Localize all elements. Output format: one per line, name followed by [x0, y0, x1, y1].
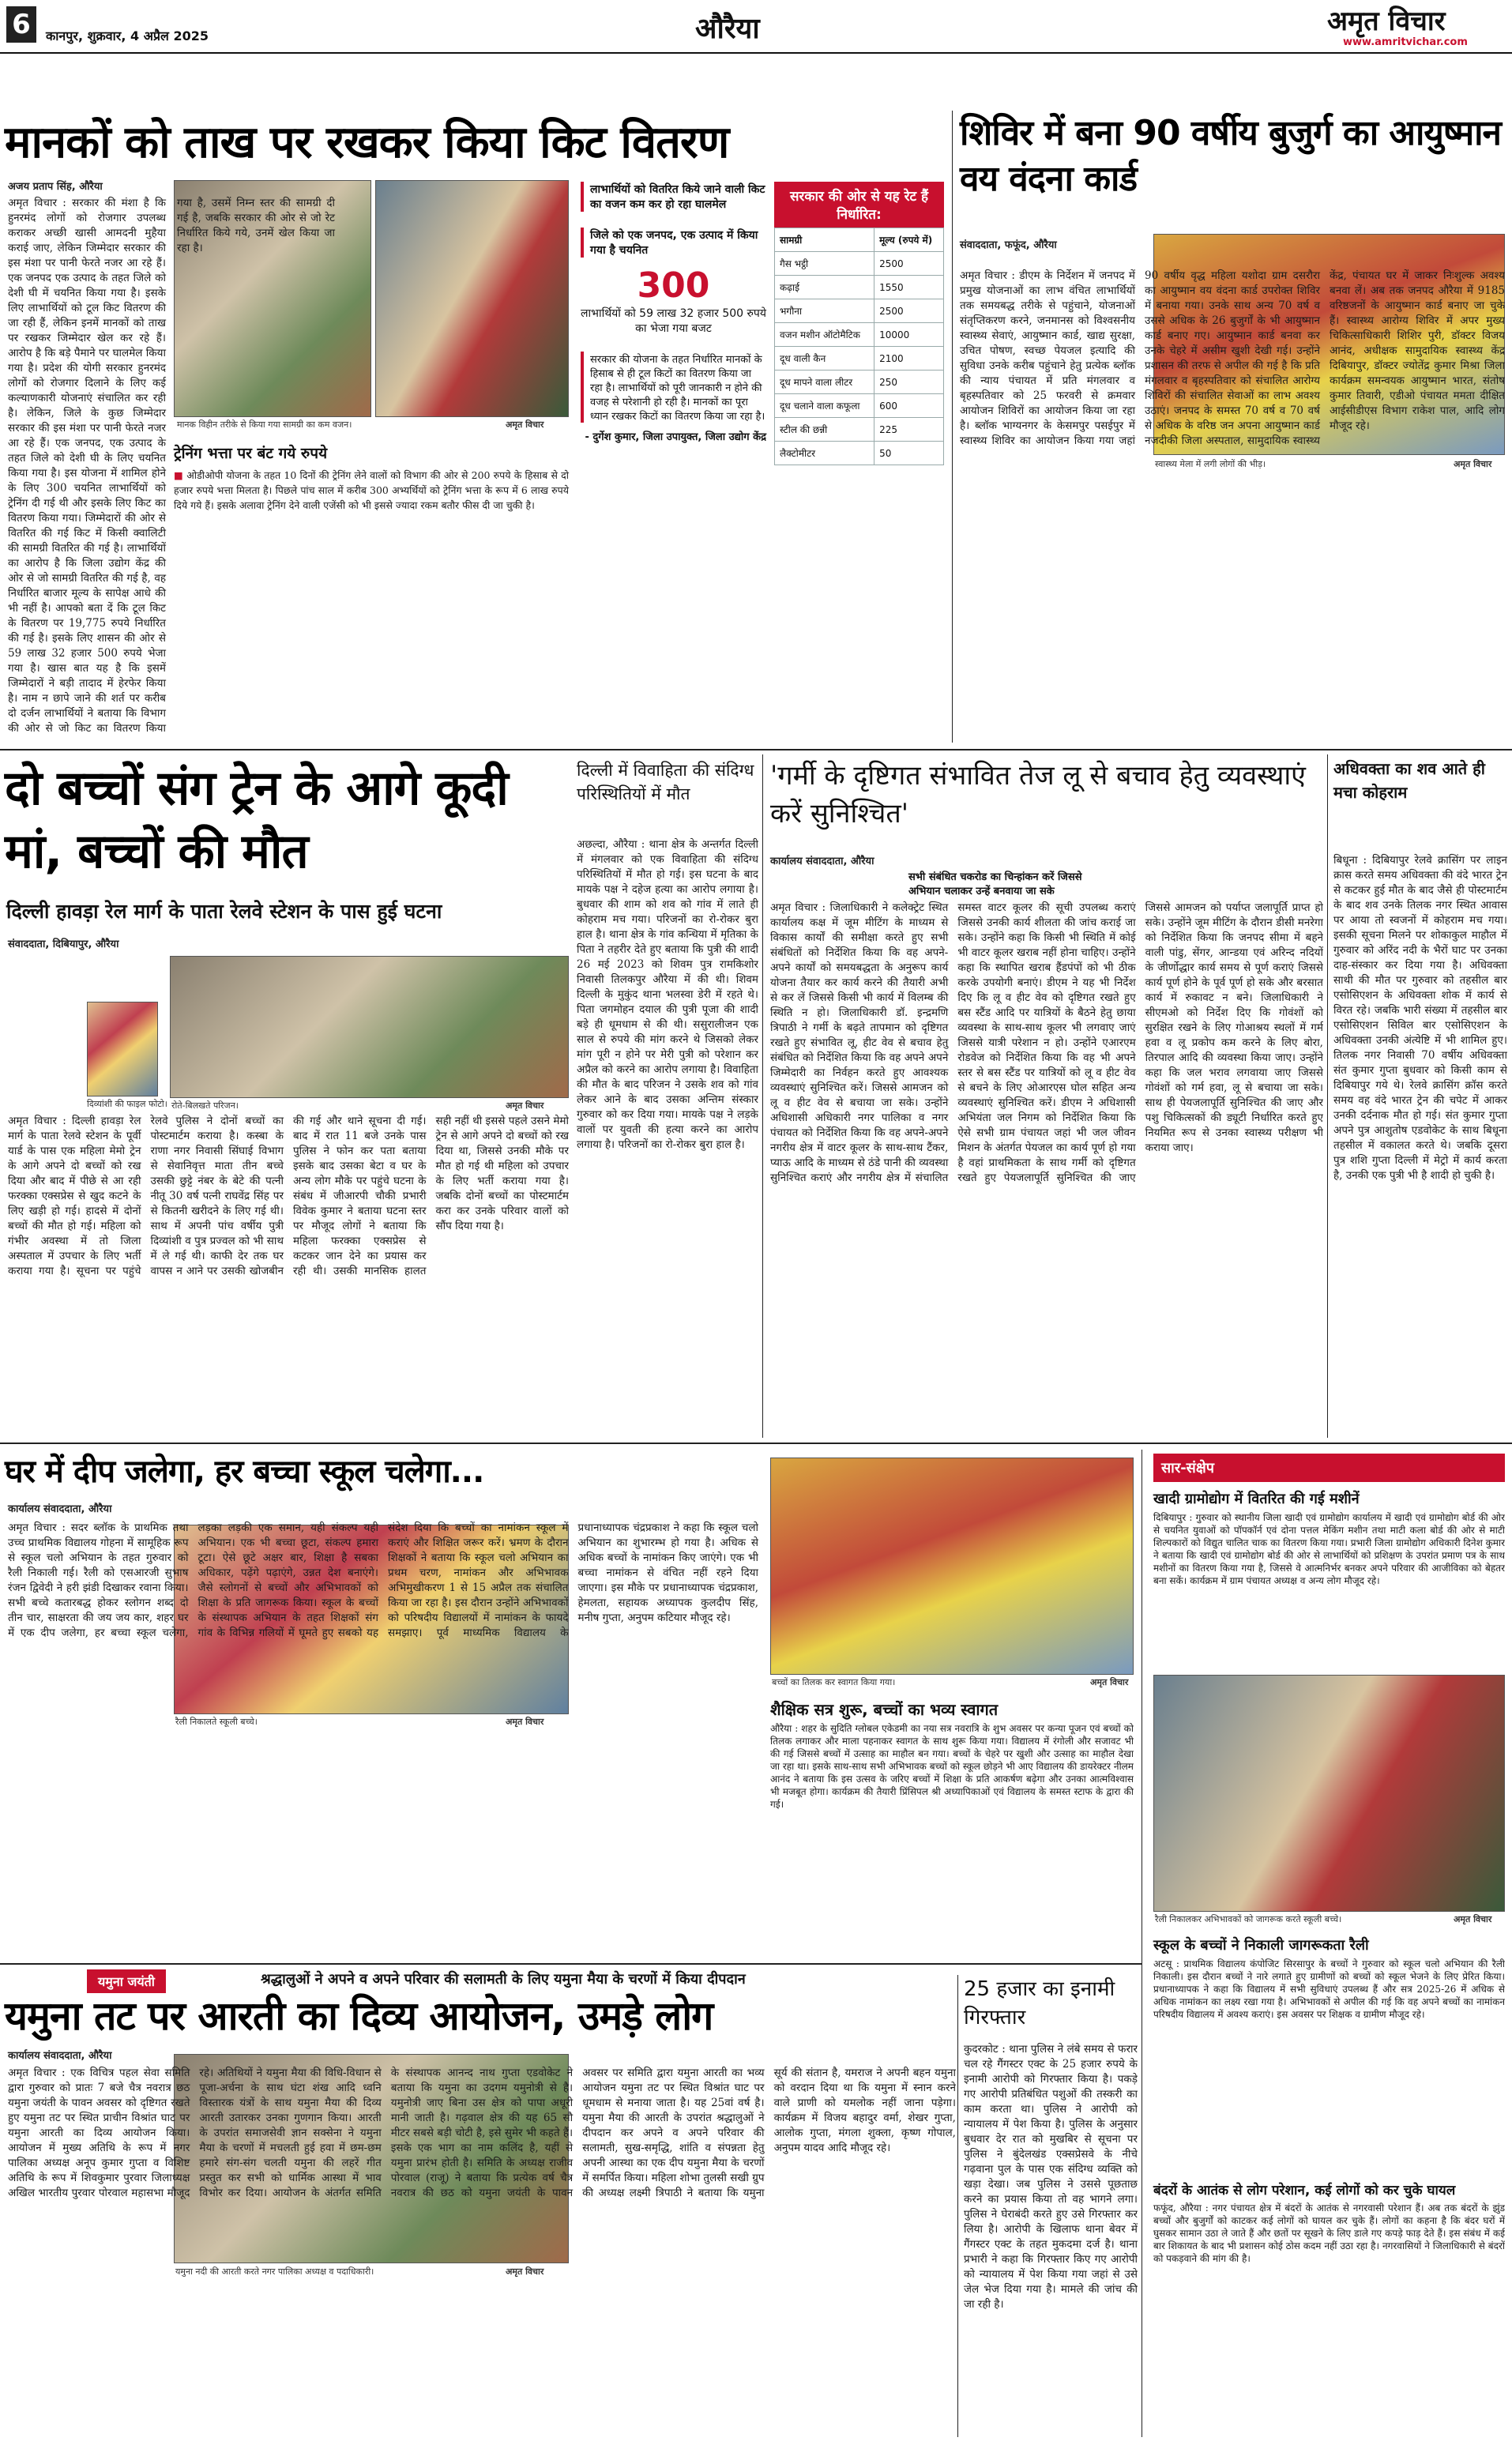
- section-divider: [0, 1963, 1142, 1965]
- story10-headline: 25 हजार का इनामी गिरफ्तार: [964, 1977, 1115, 2029]
- story6-headline: अधिवक्ता का शव आते ही मचा कोहराम: [1333, 759, 1485, 802]
- section-divider: [0, 749, 1512, 750]
- section-divider: [0, 1443, 1512, 1444]
- story3-photo-2: [170, 956, 569, 1098]
- column-divider: [952, 111, 953, 743]
- sar-item-body: अटसू : प्राथमिक विद्यालय कंपोजिट सिरसापुर के बच्चों ने गुरुवार को स्कूल चलो अभियान की रैली निकाली। इस दौरान बच्चों ने नारे लगाते हुए ग्रामीणों को बच्चों को स्कूल भेजने के लिए प्रेरित किया। प्रधानाध्यापक ने कहा कि विद्यालय में सभी सुविधाएं उपलब्ध हैं और सत्र 2025-26 में अधिक से अधिक नामांकन का लक्ष्य रखा गया है। अभिभावकों से अपील की गई कि वह अपने बच्चों का नामांकन परिषदीय विद्यालय में अवश्य कराएं। इस अवसर पर शिक्षक व ग्रामीण मौजूद रहे।: [1153, 1958, 1505, 2020]
- story1-stat-number: 300: [637, 265, 710, 306]
- rate-value: 2500: [874, 252, 944, 276]
- column-divider: [762, 754, 763, 1438]
- story9-headline: यमुना तट पर आरती का दिव्य आयोजन, उमड़े लोग: [5, 1993, 713, 2039]
- rates-header-row: [775, 228, 944, 252]
- story7-byline: कार्यालय संवाददाता, औरैया: [8, 1503, 112, 1515]
- rates-table: [774, 228, 944, 465]
- sar-item-headline: खादी ग्रामोद्योग में वितरित की गई मशीनें: [1153, 1491, 1360, 1507]
- story4-headline: दिल्ली में विवाहिता की संदिग्ध परिस्थितियों में मौत: [577, 761, 754, 803]
- story1-body: अमृत विचार : सरकार की मंशा है कि हुनरमंद लोगों को रोजगार उपलब्ध कराकर अच्छी खासी आमदनी मुहैया कराई जाए, लेकिन जिम्मेदार सरकार की इस मंशा पर पानी फेरते नजर आ रहे हैं। एक जनपद एक उत्पाद के तहत जिले को देशी घी में चयनित किया गया है। इसके लिए लाभार्थियों को टूल किट वितरण की जा रही हैं, लेकिन इनमें मानकों को ताख पर रखकर जिम्मेदार खेल कर रहे हैं। आरोप है कि बड़े पैमाने पर घालमेल किया गया है। प्रदेश की योगी सरकार हुनरमंद लोगों को रोजगार दिलाने के लिए कई कल्याणकारी योजनाएं संचालित कर रही है। लेकिन, जिले के कुछ जिम्मेदार सरकार की इस मंशा पर पानी फेरते नजर आ रहे हैं। एक जनपद, एक उत्पाद के तहत जिले को देशी घी के लिए चयनित किया गया है। इस योजना में शामिल होने के लिए 300 चयनित लाभार्थियों को ट्रेनिंग दी गई थी और इसके लिए किट का वितरण किया गया। जिम्मेदारों की ओर से वितरित की गई किट में किसी क्वालिटी की सामग्री वितरित की गई है। लाभार्थियों का आरोप है कि जिला उद्योग केंद्र की ओर से जो सामग्री वितरित की गई है, वह निर्धारित बाजार मूल्य के सापेक्ष आधे की भी नहीं है। आपको बता दें कि टूल किट के वितरण पर 19,775 रुपये निर्धारित की गई है। इसके लिए शासन की ओर से 59 लाख 32 हजार 500 रुपये भेजा गया है। खास बात यह है कि इसमें जिम्मेदारों ने बड़ी तादाद में हेरफेर किया है। नाम न छापे जाने की शर्त पर करीब दो दर्जन लाभार्थियों ने बताया कि विभाग की ओर से जो किट का वितरण किया: [8, 197, 166, 735]
- story2-body: अमृत विचार : डीएम के निर्देशन में जनपद में प्रमुख योजनाओं का लाभ वंचित लाभार्थियों तक समयबद्ध तरीके से पहुंचाने, योजनाओं संतृप्तिकरण करने, जनमानस को विश्वसनीय स्वास्थ्य सेवाएं, आयुष्मान कार्ड, खाद्य सुरक्षा, उचित पोषण, स्वच्छ पेयजल इत्यादि की सुविधा उनके करीब पहुंचाने हेतु प्रत्येक ब्लॉक की न्याय पंचायत में प्रति मंगलवार व बृहस्पतिवार को 25 फरवरी से क्रमवार आयोजन शिविरों का आयोजन किया जा रहा है। ब्लॉक भाग्यनगर के केसमपुर पसईपुर में स्वास्थ्य शिविर का आयोजन किया गया जहां 90 वर्षीय वृद्ध महिला यशोदा ग्राम दसरौरा का आयुष्मान वय वंदना कार्ड उपरोक्त शिविर में बनाया गया। उनके साथ अन्य 70 वर्ष व उससे अधिक के 26 बुजुर्गों के भी आयुष्मान कार्ड बनाए गए। आयुष्मान कार्ड बनवा कर उनके चेहरे में असीम खुशी देखी गई। उन्होंने प्रशासन की तरफ से अपील की गई है कि प्रति मंगलवार व बृहस्पतिवार को संचालित आरोग्य शिविरों की संचालित सेवाओं का लाभ अवश्य उठाएं। जनपद के समस्त 70 वर्ष व 70 वर्ष से अधिक के वरिष्ठ जन अपना आयुष्मान कार्ड नजदीकी जिला अस्पताल, सामुदायिक स्वास्थ्य केंद्र, पंचायत घर में जाकर निःशुल्क अवश्य बनवा लें। अब तक जनपद औरैया में 9185 वरिष्ठजनों के आयुष्मान कार्ड बनाए जा चुके हैं। स्वास्थ्य आरोग्य शिविर में अपर मुख्य चिकित्साधिकारी शिशिर पुरी, डॉक्टर विजय आनंद, अधीक्षक सामुदायिक स्वास्थ्य केंद्र दिबियापुर, डॉक्टर ज्योतेंद्र कुमार मिश्रा जिला कार्यक्रम समन्वयक आयुष्मान भारत, संतोष कुमार तिवारी, एडीओ पंचायत ममता दीक्षित आईसीडीएस विभाग राकेश पाल, आदि लोग मौजूद रहे।: [960, 269, 1505, 447]
- story7-body: अमृत विचार : सदर ब्लॉक के प्राथमिक तथा उच्च प्राथमिक विद्यालय गोहना में सामूहिक रूप से स्कूल चलो अभियान के तहत गुरुवार को रैली निकाली गई। रैली को एसआरजी सुभाष रंजन द्विवेदी ने हरी झंडी दिखाकर रवाना किया। सभी बच्चे कतारबद्ध होकर स्लोगन शब्द दो तीन चार, साक्षरता की जय जय कार, शहर घर में एक दीप जलेगा, हर बच्चा स्कूल चलेगा, लड़का लड़की एक समान, यही संकल्प यही अभियान। एक भी बच्चा छूटा, संकल्प हमारा टूटा। ऐसे छूटे अक्षर बार, शिक्षा है सबका अधिकार, पढ़ेंगे पढ़ाएंगे, उन्नत देश बनाएंगे। जैसे स्लोगनों से बच्चों और अभिभावकों को शिक्षा के प्रति जागरूक किया। स्कूल के बच्चों के संस्थापक अभियान के तहत शिक्षकों संग गांव के विभिन्न गलियों में घूमते हुए सबको यह संदेश दिया कि बच्चों का नामांकन स्कूल में कराएं और शिक्षित जरूर करें। भ्रमण के दौरान शिक्षकों ने बताया कि स्कूल चलो अभियान का प्रथम चरण, नामांकन और अभिभावक अभिमुखीकरण 1 से 15 अप्रैल तक संचालित किया जा रहा है। इस दौरान उन्होंने अभिभावकों को परिषदीय विद्यालयों में नामांकन के फायदे समझाए। पूर्व माध्यमिक विद्यालय के प्रधानाध्यापक चंद्रप्रकाश ने कहा कि स्कूल चलो अभियान का शुभारम्भ हो गया है। अधिक से अधिक बच्चों के नामांकन किए जाएंगे। एक भी बच्चा नामांकन से वंचित नहीं रहने दिया जाएगा। इस मौके पर प्रधानाध्यापक चंद्रप्रकाश, हेमलता, सहायक अध्यापक कुलदीप सिंह, मनीष गुप्ता, अनुपम कटियार मौजूद रहे।: [8, 1522, 758, 1639]
- story3-byline: संवाददाता, दिबियापुर, औरैया: [8, 939, 119, 950]
- story1-headline: मानकों को ताख पर रखकर किया किट वितरण: [5, 117, 729, 168]
- story3-photo-caption-2: रोते-बिलखते परिजन।: [171, 1100, 239, 1111]
- sar-item-2: [1153, 1935, 1505, 2163]
- page-number: 6: [6, 6, 36, 43]
- story5-callout: सभी संबंधित चकरोड का चिन्हांकन करें जिससे अभियान चलाकर उन्हें बनवाया जा सके: [908, 871, 1082, 897]
- table-row: [775, 347, 944, 371]
- story9-kicker: यमुना जयंती: [87, 1969, 166, 1993]
- sar-item-headline: बंदरों के आतंक से लोग परेशान, कई लोगों को कर चुके घायल: [1153, 2183, 1456, 2199]
- rates-col1: सामग्री: [775, 228, 874, 252]
- story3-photo-1: [87, 1002, 158, 1096]
- rate-value: 2500: [874, 299, 944, 323]
- story1-subbox: [174, 442, 569, 513]
- story9-body: अमृत विचार : एक विचित्र पहल सेवा समिति द्वारा गुरुवार को प्रातः 7 बजे चैत्र नवरात्र छठ यमुना जयंती के पावन अवसर को दृष्टिगत रखते हुए यमुना तट पर स्थित प्राचीन विश्रांत घाट पर यमुना आरती का दिव्य आयोजन किया। आयोजन में मुख्य अतिथि के रूप में नगर पालिका अध्यक्ष अनूप कुमार गुप्ता व विशिष्ट अतिथि के रूप में शिवकुमार पुरवार जिलाध्यक्ष अखिल भारतीय पुरवार पोरवाल महासभा मौजूद रहे। अतिथियों ने यमुना मैया की विधि-विधान से पूजा-अर्चना के साथ घंटा शंख आदि ध्वनि विस्तारक यंत्रों के साथ यमुना मैया की दिव्य आरती उतारकर उनका गुणगान किया। आरती के उपरांत समाजसेवी ज्ञान सक्सेना ने यमुना मैया के चरणों में मचलती हुई हवा में छम-छम हमारे संग-संग चलती यमुना की लहरें गीत प्रस्तुत कर सभी को धार्मिक आस्था में भाव विभोर कर दिया। आयोजन के अंतर्गत समिति के संस्थापक आनन्द नाथ गुप्ता एडवोकेट ने बताया कि यमुना का उदगम यमुनोत्री से है। यमुनोत्री जाए बिना उस क्षेत्र को पापा अधूरी मानी जाती है। गढ़वाल क्षेत्र की यह 65 सौ मीटर सबसे बड़ी चोटी है, इसे सुमेर भी कहते हैं। इसके एक भाग का नाम कलिंद है, यहीं से यमुना प्रारंभ होती है। समिति के अध्यक्ष राजीव पोरवाल (राजू) ने बताया कि प्रत्येक वर्ष चैत्र नवरात्र की छठ को यमुना जयंती के पावन अवसर पर समिति द्वारा यमुना आरती का भव्य आयोजन यमुना तट पर स्थित विश्रांत घाट पर धूमधाम से मनाया जाता है। यह 25वां वर्ष है। यमुना मैया की आरती के उपरांत श्रद्धालुओं ने दीपदान कर अपने व अपने परिवार की सलामती, सुख-समृद्धि, शांति व संपन्नता हेतु अपनी आस्था का एक दीप यमुना मैया के चरणों में समर्पित किया। महिला शोभा तुलसी सखी ग्रुप की अध्यक्ष लक्ष्मी त्रिपाठी ने बताया कि यमुना सूर्य की संतान है, यमराज ने अपनी बहन यमुना को वरदान दिया था कि यमुना में स्नान करने वाले प्राणी को यमलोक नहीं जाना पड़ेगा। कार्यक्रम में विजय बहादुर वर्मा, शेखर गुप्ता, आलोक गुप्ता, मंगला शुक्ला, कृष्ण गोपाल, अनुपम यादव आदि मौजूद रहे।: [8, 2067, 956, 2199]
- sar-item-1: [1153, 1489, 1505, 1685]
- story8-photo-caption: बच्चों का तिलक कर स्वागत किया गया।: [772, 1677, 896, 1687]
- table-row: [775, 442, 944, 465]
- story2-photo-caption: स्वास्थ्य मेला में लगी लोगों की भीड़।: [1155, 459, 1266, 469]
- rate-item: गैस भट्ठी: [775, 252, 874, 276]
- story1-body-bottom: [174, 624, 766, 743]
- rate-value: 50: [874, 442, 944, 465]
- rates-box: [774, 182, 944, 465]
- sar-item-headline: स्कूल के बच्चों ने निकाली जागरूकता रैली: [1153, 1937, 1369, 1954]
- story8-photo-credit: अमृत विचार: [1090, 1677, 1129, 1687]
- rate-item: दूध चलाने वाला कफूला: [775, 394, 874, 418]
- sar-item-body: दिबियापुर : गुरुवार को स्थानीय जिला खादी एवं ग्रामोद्योग कार्यालय में खादी एवं ग्रामोद्योग बोर्ड की ओर से चयनित युवाओं को पॉपकॉर्न एवं दोना पत्तल मेकिंग मशीन तथा माटी कला बोर्ड की ओर से माटी शिल्पकारों को विद्युत चालित चाक का वितरण किया गया। प्रभारी जिला ग्रामोद्योग अधिकारी दिनेश कुमार ने बताया कि खादी एवं ग्रामोद्योग बोर्ड की ओर से लाभार्थियों को प्रशिक्षण के उपरांत प्रमाण पत्र के साथ मशीनों का वितरण किया गया है, जिससे वे आत्मनिर्भर बनकर अपने परिवार की आजीविका को बेहतर बना सकें। कार्यक्रम में ग्राम पंचायत अध्यक्ष व अन्य लोग मौजूद रहे।: [1153, 1512, 1505, 1586]
- story7-photo-caption: रैली निकालते स्कूली बच्चे।: [175, 1717, 258, 1727]
- table-row: [775, 418, 944, 442]
- story1-quote3-author: - दुर्गेश कुमार, जिला उपायुक्त, जिला उद्योग केंद्र: [585, 431, 766, 443]
- story1-photo-credit: अमृत विचार: [506, 419, 544, 430]
- story2-photo-credit: अमृत विचार: [1454, 459, 1492, 469]
- story2-byline: संवाददाता, फफूंद, औरैया: [960, 239, 1057, 251]
- table-row: [775, 299, 944, 323]
- story4-body: अछल्दा, औरैया : थाना क्षेत्र के अन्तर्गत दिल्ली में मंगलवार को एक विवाहिता की संदिग्ध परिस्थितियों में मौत हो गई। इस घटना के बाद मायके पक्ष ने दहेज हत्या का आरोप लगाया है। बुधवार की शाम को शव को गांव में लाते ही कोहराम मच गया। परिजनों का रो-रोकर बुरा हाल है। थाना क्षेत्र के गांव कन्धिया में मृतिका के पिता ने तहरीर देते हुए बताया कि पुत्री की शादी 26 मई 2023 को शिवम पुत्र रामकिशोर निवासी तिलकपुर औरैया में की थी। शिवम दिल्ली के मुकुंद थाना भलस्वा डेरी में रहते थे। पिता जगमोहन दयाल की पुत्री पूजा की शादी बड़े ही धूमधाम से की थी। ससुरालीजन एक साल से रुपये की मांग करने थे जिसको लेकर मांग पूरी न होने पर मेरी पुत्री को परेशान कर अप्रैल को करने का आरोप लगाया है। विवाहिता की मौत के बाद परिजन ने उसके शव को गांव लेकर आने के बाद उसका अन्तिम संस्कार गुरुवार को कर दिया गया। मायके पक्ष ने लड़के वालों पर युवती की हत्या करने का आरोप लगाया है। परिजनों का रो-रोकर बुरा हाल है।: [577, 838, 758, 1151]
- story9-photo-caption: यमुना नदी की आरती करते नगर पालिका अध्यक्ष व पदाधिकारी।: [175, 2266, 374, 2277]
- sar-photo: [1153, 1675, 1505, 1912]
- sar-item-body: फफूंद, औरैया : नगर पंचायत क्षेत्र में बंदरों के आतंक से नगरवासी परेशान हैं। अब तक बंदरों के झुंड बच्चों और बुजुर्गों को काटकर कई लोगों को घायल कर चुके हैं। लोगों का कहना है कि बंदर घरों में घुसकर सामान उठा ले जाते हैं और छतों पर सूखने के लिए डाले गए कपड़े फाड़ देते हैं। इस संबंध में कई बार शिकायत के बाद भी प्रशासन कोई ठोस कदम नहीं उठा रहा है। नगरवासियों ने जिलाधिकारी से बंदरों को पकड़वाने की मांग की है।: [1153, 2202, 1505, 2264]
- dateline: कानपुर, शुक्रवार, 4 अप्रैल 2025: [46, 28, 209, 43]
- rate-item: दूध मापने वाला लीटर: [775, 371, 874, 394]
- story1-quote2: जिले को एक जनपद, एक उत्पाद में किया गया है चयनित: [581, 228, 766, 258]
- story7-photo-credit: अमृत विचार: [506, 1717, 544, 1727]
- brand-logo: अमृत विचार: [1327, 6, 1446, 37]
- story1-subhead: ट्रेनिंग भत्ता पर बंट गये रुपये: [174, 445, 328, 462]
- story3-photo-credit: अमृत विचार: [506, 1100, 544, 1111]
- column-divider: [957, 1975, 958, 2437]
- story5-body: अमृत विचार : जिलाधिकारी ने कलेक्ट्रेट स्थित कार्यालय कक्ष में जूम मीटिंग के माध्यम से विकास कार्यों की समीक्षा करते हुए सभी संबंधितों को निर्देशित किया कि वह अपने-अपने कार्यों को समयबद्धता के अनुरूप कार्य योजना तैयार कर कार्य करने की तैयारी अभी से कर लें जिससे किसी भी कार्य में विलम्ब की स्थिति न हो। जिलाधिकारी डॉ. इन्द्रमणि त्रिपाठी ने गर्मी के बढ़ते तापमान को दृष्टिगत रखते हुए संभावित लू, हीट वेव से बचाव हेतु संबंधित को निर्देशित किया कि वह अपने अपने जिम्मेदारी का निर्वहन करते हुए आवश्यक व्यवस्थाएं सुनिश्चित करें। जिससे आमजन को लू व हीट वेव से बचाया जा सके। उन्होंने अधिशासी अधिकारी नगर पालिका व नगर पंचायत को निर्देशित किया कि वह अपने-अपने नगरीय क्षेत्र में वाटर कूलर के साथ-साथ टैंकर, प्याऊ आदि के माध्यम से ठंडे पानी की व्यवस्था सुनिश्चित कराएं और नगरीय क्षेत्र में संचालित समस्त वाटर कूलर की सूची उपलब्ध कराएं जिससे उनकी कार्य शीलता की जांच कराई जा सके। उन्होंने कहा कि किसी भी स्थिति में कोई भी वाटर कूलर खराब नहीं होना चाहिए। उन्होंने कहा कि स्थापित खराब हैंडपंपों को भी ठीक करके उपयोगी बनाएं। डीएम ने यह भी निर्देश दिए कि लू व हीट वेव को दृष्टिगत रखते हुए बस स्टैंड आदि पर यात्रियों के बैठने हेतु छाया व्यवस्था के साथ-साथ कूलर भी लगवाए जाएं जिससे यात्री परेशान न हो। उन्होंने एआरएम रोडवेज को निर्देशित किया कि वह भी अपने स्तर से बस स्टैंड पर यात्रियों को लू व हीट वेव से बचने के लिए ओआरएस घोल सहित अन्य व्यवस्थाएं सुनिश्चित करें। डीएम ने अधिशासी अभियंता जल निगम को निर्देशित किया कि ऐसे सभी ग्राम पंचायत जहां भी जल जीवन मिशन के अंतर्गत पेयजल का कार्य पूर्ण हो गया है वहां प्राथमिकता के साथ गर्मी को दृष्टिगत रखते हुए पेयजलापूर्ति सुनिश्चित की जाए जिससे आमजन को पर्याप्त जलापूर्ति प्राप्त हो सके। उन्होंने जूम मीटिंग के दौरान डीसी मनरेगा को निर्देशित किया कि जनपद सीमा में बहने वाली पांडु, सेंगर, आन्डया एवं अरिन्द नदियों के जीर्णोद्धार कार्य समय से पूर्ण कराएं जिससे कार्य पूर्ण होने के पूर्व पूर्ण हो सके और बरसात कार्य में रुकावट न बने। जिलाधिकारी ने सीएमओ को निर्देश दिए कि गोवंशों को सुरक्षित रखने के लिए गोआश्रय स्थलों में गर्म हवा व लू प्रकोप कम करने के लिए बोरा, तिरपाल आदि की व्यवस्था किया जाए। उन्होंने कहा कि जल भराव लगवाया जाए जिससे गोवंशों को गर्म हवा, लू से बचाया जा सके। साथ ही पेयजलापूर्ति सुनिश्चित की जाए और पशु चिकित्सकों की ड्यूटी निर्धारित करते हुए नियमित रूप से उनका स्वास्थ्य परीक्षण भी कराया जाए।: [770, 901, 1323, 1184]
- story6-body: बिधूना : दिबियापुर रेलवे क्रासिंग पर लाइन क्रास करते समय अधिवक्ता की वंदे भारत ट्रेन से कटकर हुई मौत के बाद जैसे ही पोस्टमार्टम के बाद शव उनके तिलक नगर स्थित आवास पर आया तो स्वजनों में कोहराम मच गया। इसकी सूचना मिलने पर शोकाकुल माहौल में गुरुवार को अरिंद नदी के भैरों घाट पर उनका दाह-संस्कार कर दिया गया है। अधिवक्ता साथी की मौत पर गुरुवार को तहसील बार एसोसिएशन के अधिवक्ता शोक में कार्य से विरत रहे। जबकि भारी संख्या में तहसील बार एसोसिएशन सिविल बार एसोसिएशन के अधिवक्ता उनकी अंत्येष्टि में भी शामिल हुए। तिलक नगर निवासी 70 वर्षीय अधिवक्ता संत कुमार गुप्ता बुधवार को किसी काम से दिबियापुर गये थे। रेलवे क्रासिंग क्रॉस करते समय वह वंदे भारत ट्रेन की चपेट में आकर उनकी दर्दनाक मौत हो गई। संत कुमार गुप्ता अपने पुत्र आशुतोष एडवोकेट के साथ बिधूना तहसील में वकालत करते थे। जबकि दूसरा पुत्र शशि गुप्ता दिल्ली में मेट्रो में कार्य करता है, उनकी एक पुत्री भी है शादी हो चुकी है।: [1333, 854, 1507, 1182]
- table-row: [775, 276, 944, 299]
- column-divider: [1327, 754, 1328, 1438]
- rate-item: स्टील की छन्नी: [775, 418, 874, 442]
- story8-headline: शैक्षिक सत्र शुरू, बच्चों का भव्य स्वागत: [770, 1700, 999, 1719]
- section-name: औरैया: [695, 13, 760, 45]
- story9-deck: श्रद्धालुओं ने अपने व अपने परिवार की सलामती के लिए यमुना मैया के चरणों में किया दीपदान: [261, 1971, 746, 1988]
- story1-byline: अजय प्रताप सिंह, औरैया: [8, 181, 103, 193]
- story1-subbody: ■ ओडीओपी योजना के तहत 10 दिनों की ट्रेनिंग लेने वालों को विभाग की ओर से 200 रुपये के हिसाब से दो हजार रुपये भत्ता मिलता है। पिछले पांच साल में करीब 300 अभ्यर्थियों को ट्रेनिंग भत्ता के रूप में 6 लाख रुपये दिये गये हैं। इसके अलावा ट्रेनिंग देने वाली एजेंसी को भी इससे ज्यादा रकम बतौर फीस दी जा चुकी है।: [174, 468, 569, 513]
- story5-headline: 'गर्मी के दृष्टिगत संभावित तेज लू से बचाव हेतु व्यवस्थाएं करें सुनिश्चित': [770, 760, 1306, 829]
- story1-quote3: सरकार की योजना के तहत निर्धारित मानकों के हिसाब से ही टूल किटों का वितरण किया जा रहा है। लाभार्थियों को पूरी जानकारी न होने की वजह से परेशानी हो रही है। मानकों का पूरा ध्यान रखकर किटों का वितरण किया जा रहा है।: [581, 352, 766, 423]
- story1-photo-caption: मानक विहीन तरीके से किया गया सामग्री का कम वजन।: [177, 419, 352, 430]
- story9-byline: कार्यालय संवाददाता, औरैया: [8, 2050, 112, 2062]
- rate-item: वजन मशीन ऑटोमैटिक: [775, 323, 874, 347]
- rate-item: भगौना: [775, 299, 874, 323]
- story8-body: औरैया : शहर के सुदिति ग्लोबल एकेडमी का नया सत्र नवरात्रि के शुभ अवसर पर कन्या पूजन एवं बच्चों को तिलक लगाकर और माला पहनाकर स्वागत के साथ शुरू किया गया। विद्यालय में रंगोली और सजावट भी की गई जिससे बच्चों में उत्साह का माहौल बन गया। बच्चों के चेहरे पर खुशी और उत्साह का माहौल देखा जा रहा था। इसके साथ-साथ सभी अभिभावक बच्चों को स्कूल छोड़ने भी आए विद्यालय की डायरेक्टर नीलम आनंद ने बताया कि इस उत्सव के जरिए बच्चों में शिक्षा के प्रति आकर्षण बढ़ेगा और उनका आत्मविश्वास भी मजबूत होगा। कार्यक्रम की तैयारी प्रिंसिपल श्री अध्यापिकाओं एवं विद्यालय के समस्त स्टाफ के द्वारा की गई।: [770, 1723, 1134, 1810]
- rate-value: 10000: [874, 323, 944, 347]
- rate-value: 2100: [874, 347, 944, 371]
- site-url[interactable]: www.amritvichar.com: [1343, 36, 1468, 48]
- story10-body: कुदरकोट : थाना पुलिस ने लंबे समय से फरार चल रहे गैंगस्टर एक्ट के 25 हजार रुपये के इनामी आरोपी को गिरफ्तार किया है। पकड़े गए आरोपी प्रतिबंधित पशुओं की तस्करी का काम करता था। पुलिस ने आरोपी को न्यायालय में पेश किया है। पुलिस के अनुसार बुधवार देर रात को मुखबिर से सूचना पर पुलिस ने बुंदेलखंड एक्सप्रेसवे के नीचे गढ़वाना पुल के पास एक संदिग्ध व्यक्ति को खड़ा देखा। जब पुलिस ने उससे पूछताछ करने का प्रयास किया तो वह भागने लगा। पुलिस ने घेराबंदी करते हुए उसे गिरफ्तार कर लिया है। आरोपी के खिलाफ थाना बेवर में गैंगस्टर एक्ट के तहत मुकदमा दर्ज है। थाना प्रभारी ने कहा कि गिरफ्तार किए गए आरोपी को न्यायालय में पेश किया गया जहां से उसे जेल भेज दिया गया है। मामले की जांच की जा रही है।: [964, 2043, 1138, 2311]
- rate-item: दूध वाली कैन: [775, 347, 874, 371]
- story1-sidebar: [581, 182, 766, 443]
- sar-photo-caption: रैली निकालकर अभिभावकों को जागरूक करते स्कूली बच्चे।: [1155, 1914, 1342, 1924]
- table-row: [775, 371, 944, 394]
- story3-subhead: दिल्ली हावड़ा रेल मार्ग के पाता रेलवे स्टेशन के पास हुई घटना: [6, 900, 442, 923]
- story5-byline: कार्यालय संवाददाता, औरैया: [770, 856, 874, 867]
- story1-stat-text: लाभार्थियों को 59 लाख 32 हजार 500 रुपये का भेजा गया बजट: [581, 307, 766, 335]
- story9-photo-credit: अमृत विचार: [506, 2266, 544, 2277]
- table-row: [775, 323, 944, 347]
- table-row: [775, 394, 944, 418]
- story8-photo: [770, 1458, 1134, 1675]
- rates-title: सरकार की ओर से यह रेट हैं निर्धारित:: [774, 182, 944, 228]
- story2-headline: शिविर में बना 90 वर्षीय बुजुर्ग का आयुष्मान वय वंदना कार्ड: [960, 113, 1501, 199]
- story1-quote1: लाभार्थियों को वितरित किये जाने वाली किट का वजन कम कर हो रहा घालमेल: [581, 182, 766, 212]
- rate-value: 225: [874, 418, 944, 442]
- story3-photo-caption-1: दिव्यांशी की फाइल फोटो।: [87, 1099, 167, 1109]
- story3-body: अमृत विचार : दिल्ली हावड़ा रेल मार्ग के पाता रेलवे स्टेशन के पूर्वी यार्ड के पास एक महिला मेमो ट्रेन के आगे अपने दो बच्चों को रख दिया और बाद में पीछे से आ रही फरक्का एक्सप्रेस से खुद कटने के लिए खड़ी हो गई। हादसे में दोनों बच्चों की मौत हो गई। महिला को गंभीर अवस्था में तो जिला अस्पताल में उपचार के लिए भर्ती कराया गया है। सूचना पर पहुंचे रेलवे पुलिस ने दोनों बच्चों का पोस्टमार्टम कराया है। कस्बा के राणा नगर निवासी सिंघाई विभाग से सेवानिवृत्त माता तीन बच्चे उसकी छुट्टे नंबर के बेटे की पत्नी नीतू 30 वर्ष पत्नी राघवेंद्र सिंह पर से कितनी खरीदने के लिए गई थी। साथ में अपनी पांच वर्षीय पुत्री दिव्यांशी व पुत्र प्रज्वल को भी साथ में ले गई थी। काफी देर तक घर वापस न आने पर उसकी खोजबीन की गई और थाने सूचना दी गई। बाद में रात 11 बजे उनके पास पुलिस ने फोन कर पता बताया इसके बाद उसका बेटा व घर के अन्य लोग मौके पर पहुंचे घटना के संबंध में जीआरपी चौकी प्रभारी विवेक कुमार ने बताया घटना स्तर पर मौजूद लोगों ने बताया कि महिला फरक्का एक्सप्रेस से कटकर जान देने का प्रयास कर रही थी। उसकी मानसिक हालत सही नहीं थी इससे पहले उसने मेमो ट्रेन से आगे अपने दो बच्चों को रख दिया था, जिससे उनकी मौके पर मौत हो गई थी महिला को उपचार के लिए भर्ती कराया गया है। जबकि दोनों बच्चों का पोस्टमार्टम करा कर उनके परिवार वालों को सौंप दिया गया है।: [8, 1115, 569, 1277]
- rate-value: 600: [874, 394, 944, 418]
- sar-item-3: [1153, 2180, 1505, 2431]
- story3-headline: दो बच्चों संग ट्रेन के आगे कूदी मां, बच्चों की मौत: [5, 761, 508, 879]
- rate-item: कढ़ाई: [775, 276, 874, 299]
- rate-value: 1550: [874, 276, 944, 299]
- table-row: [775, 252, 944, 276]
- sar-photo-credit: अमृत विचार: [1454, 1914, 1492, 1924]
- rate-item: लैक्टोमीटर: [775, 442, 874, 465]
- sar-tag: सार-संक्षेप: [1153, 1454, 1505, 1482]
- rate-value: 250: [874, 371, 944, 394]
- rates-col2: मूल्य (रुपये में): [874, 228, 944, 252]
- masthead: [0, 0, 1512, 54]
- story7-headline: घर में दीप जलेगा, हर बच्चा स्कूल चलेगा...: [5, 1454, 484, 1490]
